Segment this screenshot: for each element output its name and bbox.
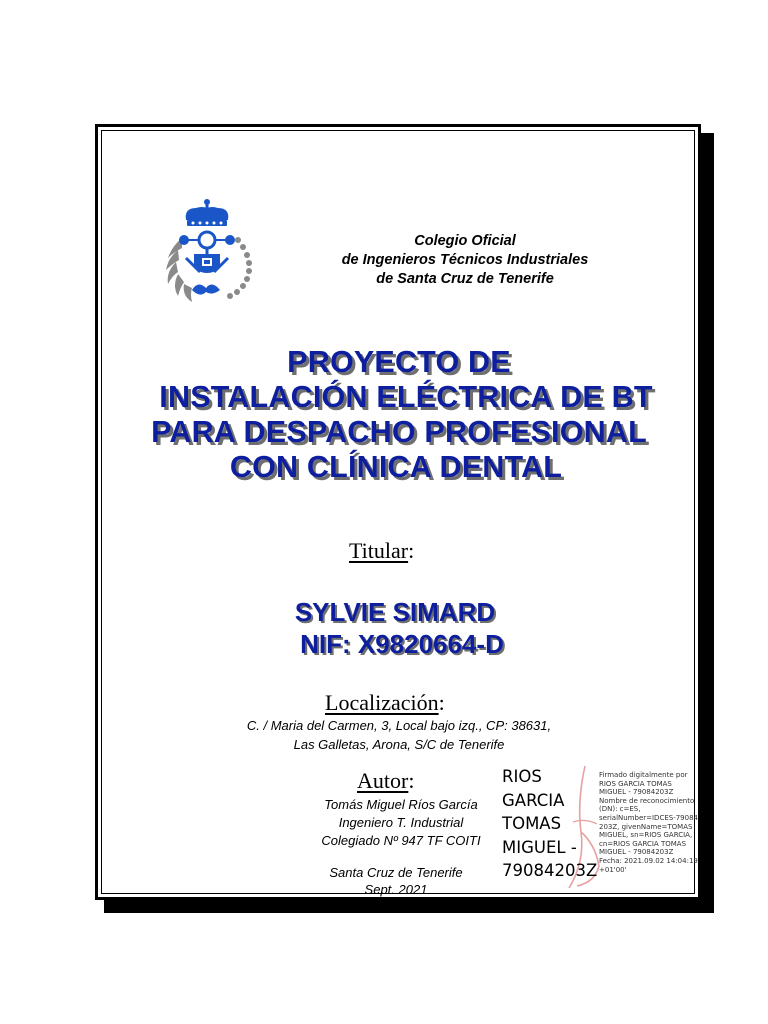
college-name-line-3: de Santa Cruz de Tenerife [376, 271, 554, 287]
location-heading [325, 690, 445, 716]
project-title-line-3: PARA DESPACHO PROFESIONAL [151, 415, 647, 449]
place-date-block [306, 864, 486, 898]
location-label: Localización [325, 690, 439, 715]
holder-colon: : [408, 538, 415, 563]
signature-detail-line: serialNumber=IDCES-79084 [599, 813, 698, 822]
signature-detail-line: Fecha: 2021.09.02 14:04:19 [599, 856, 698, 865]
address-line-1: C. / Maria del Carmen, 3, Local bajo izq., CP: 38631, [246, 718, 552, 733]
location-colon: : [438, 690, 445, 715]
location-address [96, 716, 702, 754]
signature-details [599, 771, 711, 874]
college-name-line-2: de Ingenieros Técnicos Industriales [341, 252, 589, 268]
holder-name: SYLVIE SIMARD [294, 597, 496, 627]
project-title-line-4: CON CLÍNICA DENTAL [229, 450, 563, 484]
college-name-block [300, 232, 630, 289]
signature-detail-line: RIOS GARCIA TOMAS [599, 779, 672, 788]
signature-name-line: RIOS [502, 767, 542, 786]
holder-nif: NIF: X9820664-D [300, 629, 504, 659]
project-title-line-2: INSTALACIÓN ELÉCTRICA DE BT [159, 380, 653, 414]
signature-detail-line: 203Z, givenName=TOMAS [599, 822, 693, 831]
signature-detail-line: MIGUEL, sn=RIOS GARCIA, [599, 831, 693, 840]
address-line-2: Las Galletas, Arona, S/C de Tenerife [293, 737, 505, 752]
signature-name-line: MIGUEL - [502, 837, 577, 857]
author-role: Ingeniero T. Industrial [338, 815, 464, 830]
project-title-line-1: PROYECTO DE [287, 345, 511, 379]
signature-detail-line: Nombre de reconocimiento [599, 796, 695, 805]
signature-detail-line: MIGUEL - 79084203Z [599, 848, 674, 857]
holder-block [96, 596, 702, 660]
signature-name [502, 765, 602, 883]
author-heading [357, 768, 414, 794]
author-name: Tomás Miguel Ríos García [324, 797, 478, 812]
signature-detail-line: cn=RIOS GARCIA TOMAS [599, 839, 687, 848]
holder-heading [349, 538, 414, 564]
signature-name-line: GARCIA [502, 790, 565, 810]
author-label: Autor [357, 768, 409, 793]
signature-name-line: TOMAS [502, 814, 562, 833]
signature-detail-line: MIGUEL - 79084203Z [599, 788, 674, 797]
college-crest-logo [154, 198, 264, 310]
signature-detail-line: Firmado digitalmente por [599, 771, 688, 779]
signature-detail-line: (DN): c=ES, [599, 805, 641, 814]
author-membership: Colegiado Nº 947 TF COITI [321, 833, 481, 848]
holder-label: Titular [349, 538, 409, 563]
project-title [96, 345, 702, 485]
document-date: Sept. 2021 [364, 882, 428, 897]
author-colon: : [408, 768, 415, 793]
signature-detail-line: +01'00' [599, 865, 627, 874]
place-city: Santa Cruz de Tenerife [329, 865, 463, 880]
signature-name-line: 79084203Z [502, 861, 598, 880]
author-block [296, 796, 506, 850]
college-name-line-1: Colegio Oficial [414, 233, 516, 249]
